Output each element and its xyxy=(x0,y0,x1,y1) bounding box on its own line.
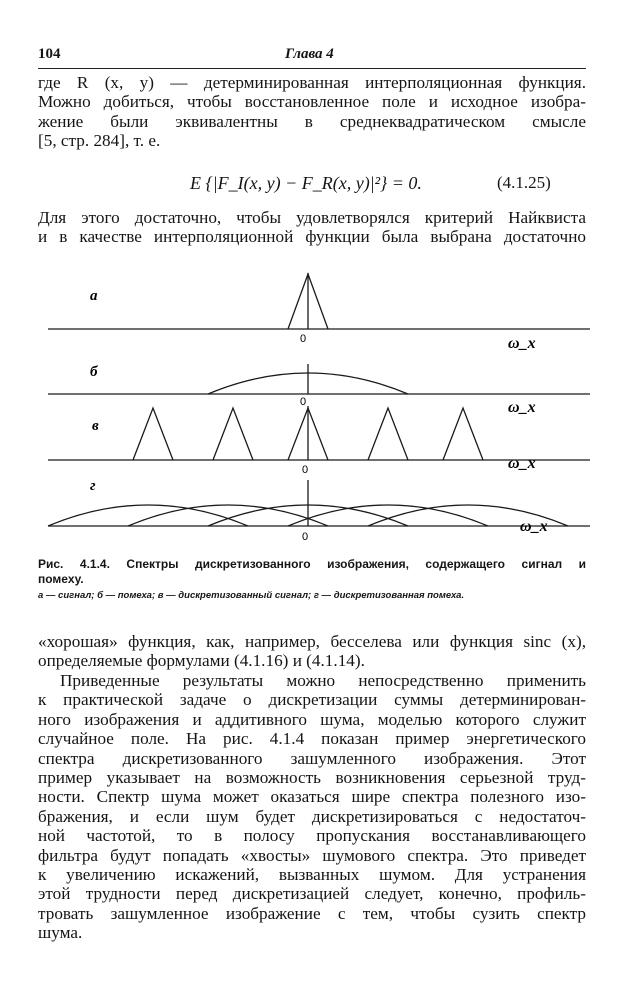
text-line: ной частотой, то в полосу пропускания восстанавливающего xyxy=(38,826,586,846)
text-line: [5, стр. 284], т. е. xyxy=(38,131,161,151)
axis-label: ω_x xyxy=(520,518,548,535)
nyquist-paragraph xyxy=(38,208,586,247)
text-line: Для этого достаточно, чтобы удовлетворялся критерий Найквиста xyxy=(38,208,586,227)
text-line: тровать зашумленное изображение с тем, чтобы сузить спектр xyxy=(38,903,586,923)
text-line: Приведенные результаты можно непосредственно применить xyxy=(60,671,586,690)
panel-label: в xyxy=(92,418,99,434)
axis-label: ω_x xyxy=(508,455,536,472)
header-rule xyxy=(38,68,586,69)
origin-label: 0 xyxy=(302,531,309,543)
text-line: Можно добиться, чтобы восстановленное поле и исходное изобра- xyxy=(38,92,586,112)
caption-text xyxy=(38,557,586,587)
axis-label: ω_x xyxy=(508,399,536,416)
page-number: 104 xyxy=(38,46,61,62)
panel-label: б xyxy=(90,364,98,380)
equation-expression: E {|F_I(x, y) − F_R(x, y)|²} = 0. xyxy=(190,173,422,193)
text-line: шума. xyxy=(38,923,83,943)
continuation-paragraph xyxy=(38,632,586,671)
sampled-signal-replica xyxy=(133,408,173,460)
spectra-figure xyxy=(38,268,598,553)
panel-label: г xyxy=(90,478,96,494)
origin-label: 0 xyxy=(300,333,307,345)
panel-label: а xyxy=(90,288,98,304)
text-line: к практической задаче о дискретизации суммы детерминирован- xyxy=(38,690,586,710)
text-line: фильтра будут попадать «хвосты» шумового спектра. Это приведет xyxy=(38,845,586,865)
figure-caption xyxy=(38,557,586,603)
text-line: ности. Спектр шума может оказаться шире спектра полезного изо- xyxy=(38,787,586,807)
text-line: жение были эквивалентны в среднеквадратическом смысле xyxy=(38,111,586,131)
main-paragraph xyxy=(38,671,586,943)
text-line: этой трудности перед дискретизацией следует, конечно, профиль- xyxy=(38,884,586,904)
text-line: «хорошая» функция, как, например, бесселева или функция sinc (x), xyxy=(38,632,586,651)
origin-label: 0 xyxy=(302,464,309,476)
sampled-signal-replica xyxy=(443,408,483,460)
sampled-noise-replica xyxy=(128,505,328,526)
caption-line: Рис. 4.1.4. Спектры дискретизованного изображения, содержащего сигнал и xyxy=(38,557,586,571)
text-line: где R (x, y) — детерминированная интерполяционная функция. xyxy=(38,73,586,92)
equation-number: (4.1.25) xyxy=(497,173,551,192)
text-line: к увеличению искажений, вызванных шумом. Для устранения xyxy=(38,865,586,885)
sampled-signal-replica xyxy=(368,408,408,460)
axis-label: ω_x xyxy=(508,335,536,352)
caption-legend: а — сигнал; б — помеха; в — дискретизованный сигнал; г — дискретизованная помеха. xyxy=(38,590,465,601)
sampled-signal-replica xyxy=(213,408,253,460)
text-line: пример указывает на возможность возникновения серьезной труд- xyxy=(38,768,586,788)
text-line: и в качестве интерполяционной функции была выбрана достаточно xyxy=(38,227,586,247)
text-line: случайное поле. На рис. 4.1.4 показан пример энергетического xyxy=(38,729,586,749)
caption-line: помеху. xyxy=(38,572,84,586)
intro-paragraph xyxy=(38,73,586,151)
running-title: Глава 4 xyxy=(285,46,334,62)
sampled-noise-replica xyxy=(288,505,488,526)
origin-label: 0 xyxy=(300,396,307,408)
text-line: бражения, и если шум будет дискретизироваться с недостаточ- xyxy=(38,806,586,826)
text-line: определяемые формулами (4.1.16) и (4.1.14). xyxy=(38,651,365,671)
text-line: ного изображения и аддитивного шума, моделью которого служит xyxy=(38,709,586,729)
text-line: спектра дискретизованного зашумленного изображения. Этот xyxy=(38,748,586,768)
sampled-noise-replica xyxy=(48,505,248,526)
